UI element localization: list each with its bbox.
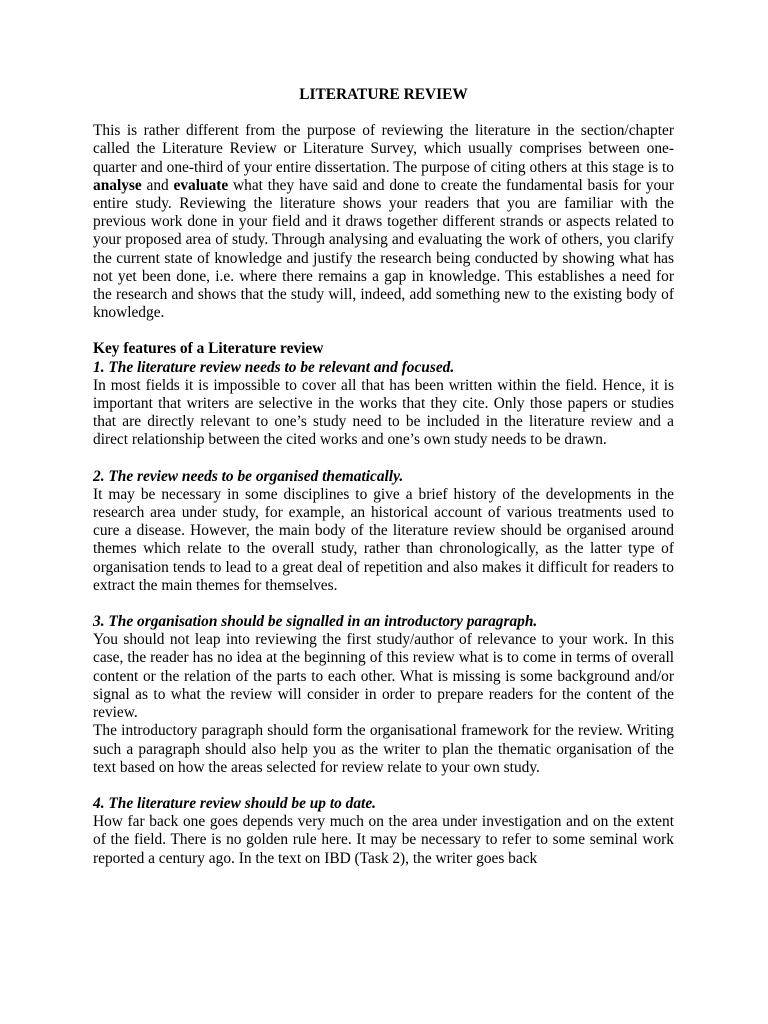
intro-paragraph [93,122,674,322]
document-title: LITERATURE REVIEW [299,86,468,103]
intro-bold-evaluate: evaluate [173,176,229,194]
intro-text-1: This is rather different from the purpose of reviewing the literature in the section/chapter called the Literature Review or Literature Survey, which usually comprises between one-quarter and one-third of your entire dissertation. The purpose of citing others at this stage is to [93,122,674,176]
intro-text-3: what they have said and done to create the fundamental basis for your entire study. Reviewing the literature shows your readers that you are familiar with the previous work done in your field and it draws together different strands or aspects related to your proposed area of study. Through analysing and evaluating the work of others, you clarify the current state of knowledge and justify the research being conducted by showing what has not yet been done, i.e. where there remains a gap in knowledge. This establishes a need for the research and shows that the study will, indeed, add something new to the existing body of knowledge. [93,176,674,322]
key-features-heading: Key features of a Literature review [93,340,324,358]
section-2-heading: 2. The review needs to be organised thematically. [93,467,404,485]
section-1-paragraph: In most fields it is impossible to cover all that has been written within the field. Hence, it is important that writers are selective in the works that they cite. Only those papers or studies that are directly relevant to one’s study need to be included in the literature review and a direct relationship between the cited works and one’s own study needs to be drawn. [93,376,674,449]
section-1-heading: 1. The literature review needs to be relevant and focused. [93,358,455,376]
section-3-heading: 3. The organisation should be signalled in an introductory paragraph. [93,613,538,631]
section-3-paragraph-2: The introductory paragraph should form the organisational framework for the review. Writing such a paragraph should also help you as the writer to plan the thematic organisation of the text based on how the areas selected for review relate to your own study. [93,722,674,776]
section-4-paragraph: How far back one goes depends very much on the area under investigation and on the extent of the field. There is no golden rule here. It may be necessary to refer to some seminal work reported a century ago. In the text on IBD (Task 2), the writer goes back [93,813,674,867]
intro-bold-analyse: analyse [93,176,142,194]
section-2-paragraph: It may be necessary in some disciplines to give a brief history of the developments in the research area under study, for example, an historical account of various treatments used to cure a disease. However, the main body of the literature review should be organised around themes which relate to the overall study, rather than chronologically, as the latter type of organisation tends to lead to a great deal of repetition and also makes it difficult for readers to extract the main themes for themselves. [93,485,674,594]
section-4-heading: 4. The literature review should be up to date. [93,794,377,812]
section-3-paragraph-1: You should not leap into reviewing the first study/author of relevance to your work. In this case, the reader has no idea at the beginning of this review what is to come in terms of overall content or the relation of the parts to each other. What is missing is some background and/or signal as to what the review will consider in order to prepare readers for the content of the review. [93,631,674,722]
document-page [93,86,674,868]
intro-text-2: and [141,176,174,194]
